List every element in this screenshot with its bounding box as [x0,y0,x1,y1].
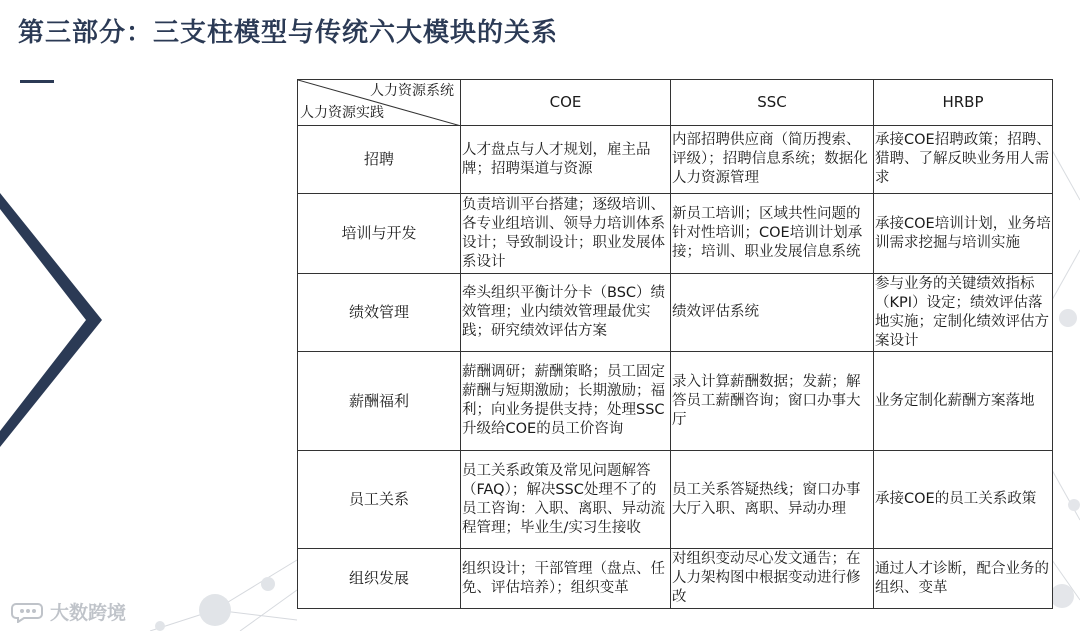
chat-bubble-icon [10,601,44,623]
column-header-hrbp: HRBP [874,80,1053,126]
watermark [10,598,126,625]
row-label: 员工关系 [298,451,461,549]
table-cell: 负责培训平台搭建；逐级培训、各专业组培训、领导力培训体系设计；导致制设计；职业发展体系设计 [461,194,671,274]
table-cell: 员工关系答疑热线；窗口办事大厅入职、离职、异动办理 [671,451,874,549]
table-cell: 员工关系政策及常见问题解答（FAQ）；解决SSC处理不了的员工咨询：入职、离职、异动流程管理；毕业生/实习生接收 [461,451,671,549]
watermark-text: 大数跨境 [50,602,127,624]
table-row [298,451,1053,549]
table-cell: 薪酬调研；薪酬策略；员工固定薪酬与短期激励；长期激励；福利；向业务提供支持；处理SSC升级给COE的员工价咨询 [461,352,671,451]
table-header-row [298,80,1053,126]
corner-top-label: 人力资源系统 [370,83,454,99]
table-cell: 通过人才诊断，配合业务的组织、变革 [874,549,1053,609]
hr-matrix-table [297,79,1053,609]
table-cell: 承接COE招聘政策；招聘、猎聘、了解反映业务用人需求 [874,126,1053,194]
row-label: 绩效管理 [298,274,461,352]
column-header-ssc: SSC [671,80,874,126]
column-header-coe: COE [461,80,671,126]
table-cell: 人才盘点与人才规划，雇主品牌；招聘渠道与资源 [461,126,671,194]
row-label: 招聘 [298,126,461,194]
table-row [298,549,1053,609]
table-row [298,194,1053,274]
row-label: 组织发展 [298,549,461,609]
table-cell: 新员工培训；区域共性问题的针对性培训；COE培训计划承接；培训、职业发展信息系统 [671,194,874,274]
table-cell: 承接COE培训计划，业务培训需求挖掘与培训实施 [874,194,1053,274]
table-cell: 录入计算薪酬数据；发薪；解答员工薪酬咨询；窗口办事大厅 [671,352,874,451]
table-cell: 对组织变动尽心发文通告；在人力架构图中根据变动进行修改 [671,549,874,609]
corner-header [298,80,461,126]
table-cell: 参与业务的关键绩效指标（KPI）设定；绩效评估落地实施；定制化绩效评估方案设计 [874,274,1053,352]
table-cell: 内部招聘供应商（简历搜索、评级）；招聘信息系统；数据化人力资源管理 [671,126,874,194]
table-row [298,274,1053,352]
row-label: 薪酬福利 [298,352,461,451]
table-row [298,352,1053,451]
table-cell: 绩效评估系统 [671,274,874,352]
table-cell: 牵头组织平衡计分卡（BSC）绩效管理；业内绩效管理最优实践；研究绩效评估方案 [461,274,671,352]
title-underline [20,80,54,83]
row-label: 培训与开发 [298,194,461,274]
chevron-decoration [0,193,102,447]
table-cell: 承接COE的员工关系政策 [874,451,1053,549]
table-row [298,126,1053,194]
corner-bottom-label: 人力资源实践 [300,105,384,121]
table-cell: 业务定制化薪酬方案落地 [874,352,1053,451]
table-cell: 组织设计；干部管理（盘点、任免、评估培养）；组织变革 [461,549,671,609]
page-title: 第三部分：三支柱模型与传统六大模块的关系 [18,18,559,48]
